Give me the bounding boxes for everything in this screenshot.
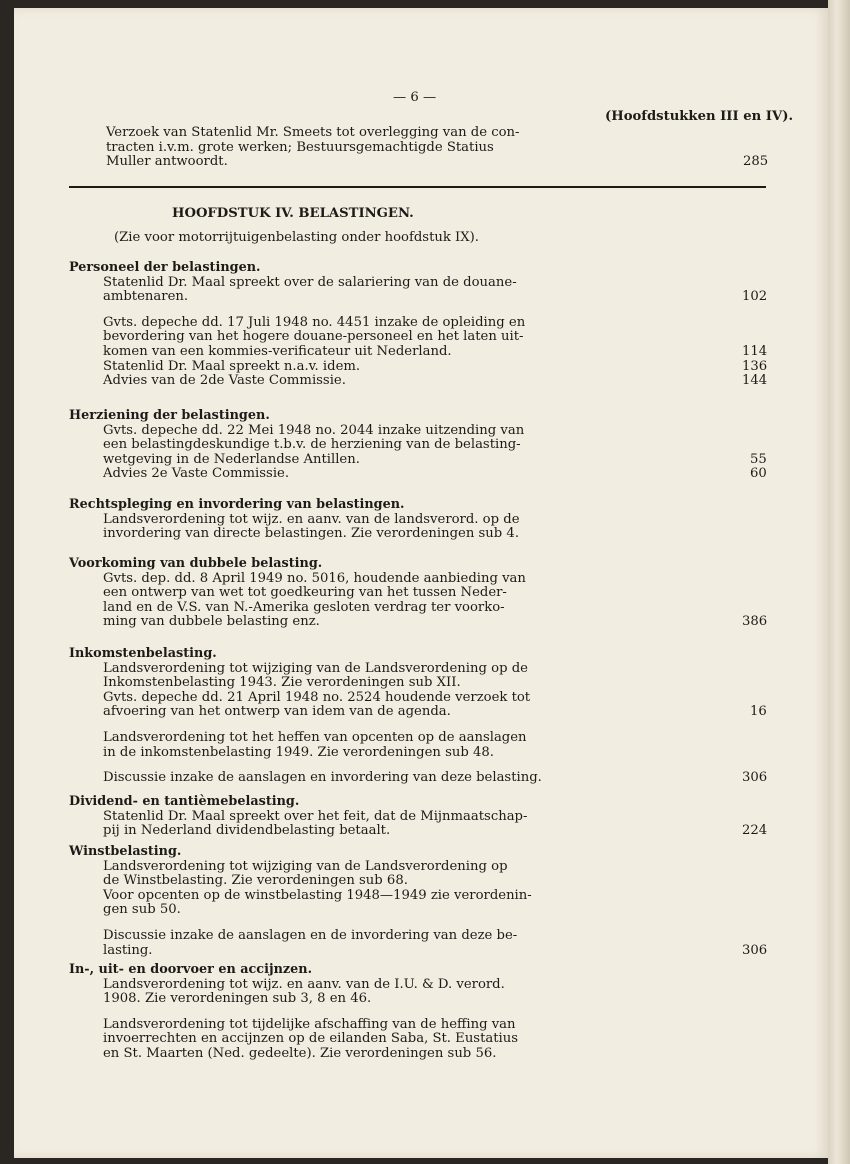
entry-line: Inkomstenbelasting 1943. Zie verordeningen sub XII. (103, 675, 461, 691)
section-heading: Personeel der belastingen. (69, 260, 261, 275)
entry-line: Gvts. depeche dd. 22 Mei 1948 no. 2044 inzake uitzending van (103, 422, 525, 438)
section-heading: Rechtspleging en invordering van belastingen. (69, 497, 405, 512)
entry-line: Statenlid Dr. Maal spreekt over de salariering van de douane- (103, 274, 517, 290)
section-heading: Voorkoming van dubbele belasting. (69, 556, 323, 571)
entry-page-number: 114 (742, 343, 768, 359)
entry-line: bevordering van het hogere douane-personeel en het laten uit- (103, 329, 524, 345)
entry-line: invoerrechten en accijnzen op de eilanden Saba, St. Eustatius (103, 1031, 519, 1047)
entry-line: Gvts. depeche dd. 21 April 1948 no. 2524 houdende verzoek tot (103, 689, 531, 705)
entry-line: Voor opcenten op de winstbelasting 1948—1949 zie verordenin- (103, 887, 532, 903)
chapter-note: (Zie voor motorrijtuigenbelasting onder hoofdstuk IX). (114, 230, 479, 245)
entry-line: Landsverordening tot het heffen van opcenten op de aanslagen (103, 729, 527, 745)
section-heading: Dividend- en tantièmebelasting. (69, 794, 300, 809)
entry-line: land en de V.S. van N.-Amerika gesloten verdrag ter voorko- (103, 599, 505, 615)
entry-line: en St. Maarten (Ned. gedeelte). Zie verordeningen sub 56. (103, 1045, 497, 1061)
entry-line: een belastingdeskundige t.b.v. de herziening van de belasting- (103, 437, 521, 453)
entry-line: Advies 2e Vaste Commissie. (103, 466, 290, 482)
section-heading: Herziening der belastingen. (69, 408, 270, 423)
entry-line: Landsverordening tot tijdelijke afschaffing van de heffing van (103, 1016, 516, 1032)
chapter-reference: (Hoofdstukken III en IV). (605, 109, 794, 124)
entry-line: Discussie inzake de aanslagen en invordering van deze belasting. (103, 770, 542, 786)
entry-line: Gvts. dep. dd. 8 April 1949 no. 5016, houdende aanbieding van (103, 570, 526, 586)
entry-line: Statenlid Dr. Maal spreekt over het feit, dat de Mijnmaatschap- (103, 808, 528, 824)
entry-page-number: 60 (750, 466, 767, 482)
entry-line: afvoering van het ontwerp van idem van de agenda. (103, 704, 451, 720)
intro-line-3: Muller antwoordt. (106, 154, 228, 169)
entry-page-number: 224 (742, 823, 768, 839)
intro-page: 285 (743, 154, 769, 169)
page-edge (828, 0, 850, 1164)
divider-rule (69, 186, 766, 188)
entry-line: Discussie inzake de aanslagen en de invordering van deze be- (103, 927, 518, 943)
entry-line: in de inkomstenbelasting 1949. Zie verordeningen sub 48. (103, 744, 494, 760)
entry-page-number: 102 (742, 289, 768, 305)
page-number: — 6 — (393, 90, 437, 105)
entry-line: Landsverordening tot wijziging van de Landsverordening op de (103, 660, 528, 676)
entry-line: de Winstbelasting. Zie verordeningen sub 68. (103, 873, 408, 889)
entry-line: invordering van directe belastingen. Zie verordeningen sub 4. (103, 526, 520, 542)
entry-page-number: 386 (742, 614, 768, 630)
entry-line: pij in Nederland dividendbelasting betaalt. (103, 823, 391, 839)
entry-line: gen sub 50. (103, 902, 181, 918)
entry-line: Gvts. depeche dd. 17 Juli 1948 no. 4451 inzake de opleiding en (103, 314, 526, 330)
entry-line: Statenlid Dr. Maal spreekt n.a.v. idem. (103, 358, 361, 374)
entry-line: Landsverordening tot wijz. en aanv. van de I.U. & D. verord. (103, 976, 505, 992)
entry-page-number: 144 (742, 373, 768, 389)
chapter-title: HOOFDSTUK IV. BELASTINGEN. (172, 206, 414, 221)
section-heading: Inkomstenbelasting. (69, 646, 217, 661)
entry-line: lasting. (103, 942, 153, 958)
entry-line: wetgeving in de Nederlandse Antillen. (103, 451, 360, 467)
entry-page-number: 306 (742, 770, 768, 786)
section-heading: In-, uit- en doorvoer en accijnzen. (69, 962, 313, 977)
entry-page-number: 16 (750, 704, 767, 720)
entry-line: ambtenaren. (103, 289, 189, 305)
entry-line: ming van dubbele belasting enz. (103, 614, 320, 630)
entry-page-number: 55 (750, 451, 767, 467)
entry-line: Landsverordening tot wijz. en aanv. van de landsverord. op de (103, 511, 520, 527)
intro-line-1: Verzoek van Statenlid Mr. Smeets tot overlegging van de con- (106, 125, 520, 140)
entry-line: 1908. Zie verordeningen sub 3, 8 en 46. (103, 991, 372, 1007)
entry-page-number: 306 (742, 942, 768, 958)
entry-line: Landsverordening tot wijziging van de Landsverordening op (103, 858, 508, 874)
entry-line: een ontwerp van wet tot goedkeuring van het tussen Neder- (103, 585, 507, 601)
entry-line: komen van een kommies-verificateur uit Nederland. (103, 343, 452, 359)
entry-page-number: 136 (742, 358, 768, 374)
intro-line-2: tracten i.v.m. grote werken; Bestuursgemachtigde Statius (106, 140, 494, 155)
section-heading: Winstbelasting. (69, 844, 182, 859)
entry-line: Advies van de 2de Vaste Commissie. (103, 373, 346, 389)
